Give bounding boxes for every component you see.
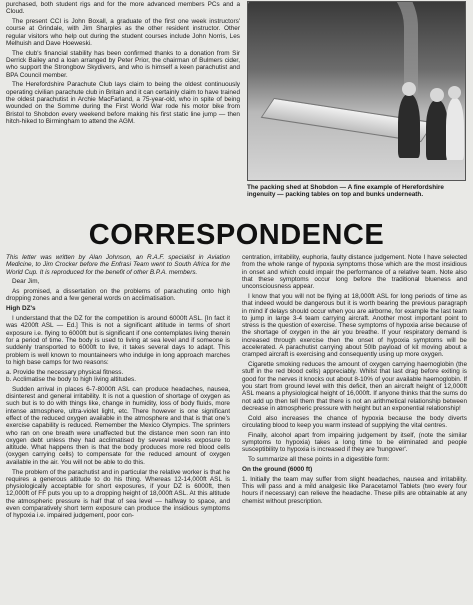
letter-left-column <box>6 254 230 522</box>
letter-paragraph: I understand that the DZ for the competition is around 6000ft ASL. [In fact it was 4200ft ASL — Ed.] This is not a significant altitude in terms of short exposure i.e. flying to 6000ft but is significant if one contemplates living therein for a period of time. The body is used to living at sea level and if someone is suddenly transported to 6000ft to live, it takes several days to adapt. This problem is well known to mountaineers who indulge in long approach marches to high base camps for two reasons: <box>6 315 230 366</box>
person-head <box>402 82 416 96</box>
letter-paragraph: To summarize all these points in a digestible form: <box>248 456 390 464</box>
subheading-high-dz: High DZ's <box>6 305 36 313</box>
article-paragraph: The club's financial stability has been confirmed thanks to a donation from Sir Derrick Bailey and a loan arranged by Peter Prior, the chairman of Bulmers cider, who support the Strongbow Skydivers, and who is himself a keen parachutist and BPA Council member. <box>6 49 240 79</box>
list-item: a. Provide the necessary physical fitness. <box>6 368 124 376</box>
salutation: Dear Jim, <box>12 278 40 286</box>
list-item: b. Acclimatise the body to high living altitudes. <box>6 375 137 383</box>
subheading-on-the-ground: On the ground (6000 ft) <box>242 466 313 474</box>
editor-intro: This letter was written by Alan Johnson, an R.A.F. specialist in Aviation Medicine, to Jim Crocker before the Enfrasi Team went to South Africa for the World Cup. It is reproduced for the benefit of other B.P.A. members. <box>6 254 230 276</box>
article-paragraph: The Herefordshire Parachute Club lays claim to being the oldest continuously operating civilian parachute club in Britain and it can certainly claim to have trained the oldest parachutist in Archie MacFarland, a 75-year-old, who in spite of being wounded on the Somme during the First World War rode his motor bike from Bristol to Shobdon every weekend before making his first static line jump — then hitch-hiked to Birmingham to attend the AGM. <box>6 81 240 125</box>
packing-shed-figure <box>247 1 466 217</box>
person-head <box>448 86 461 99</box>
packing-shed-photo <box>247 1 466 181</box>
hangar-roof-shape <box>247 1 418 102</box>
article-paragraph: purchased, both student rigs and for the more advanced members PCs and a Cloud. <box>6 1 240 16</box>
person-silhouette <box>398 94 420 158</box>
letter-paragraph: Sudden arrival in places 6-7-8000ft ASL can produce headaches, nausea, disinterest and general irritability. It is not a question of shortage of oxygen as such but is to do with things like, change in humidity, loss of body fluids, more intense atmosphere, ultra-violet light, etc. There however is one significant effect of the reduced oxygen available in the atmosphere and that is that one's exercise capability is reduced. Remember the Mexico Olympics. The sprinters who ran on one breath were unaffected but the distance men soon ran into oxygen debt unless they had acclimatised by several weeks exposure to altitude. What happens then is that the body produces more red blood cells (oxygen carrying cells) to compensate for the reduced amount of oxygen available in the air. You will not be able to do this. <box>6 385 230 466</box>
person-silhouette <box>426 100 448 160</box>
letter-paragraph: 1. Initially the team may suffer from slight headaches, nausea and irritability. This will pass and a mild analgesic like Paracetamol Tablets (two every four hours if necessary) can relieve the headache. These pills are obtainable at any chemist without prescription. <box>242 475 467 505</box>
letter-paragraph: Cold also increases the chance of hypoxia because the body diverts circulating blood to keep you warm instead of supplying the vital centres. <box>242 414 467 430</box>
letter-paragraph: Finally, alcohol apart from impairing judgement by itself, (note the similar symptoms to hypoxia) takes a long time to be eliminated and people susceptibility to hypoxia is increased if they are 'hungover'. <box>242 431 467 454</box>
letter-paragraph: As promised, a dissertation on the problems of parachuting onto high dropping zones and a few general words on acclimatisation. <box>6 288 230 303</box>
club-article-column <box>6 1 240 128</box>
letter-paragraph: centration, irritability, euphoria, faulty distance judgement. Note I have selected from the whole range of hypoxia symptoms those which are the most insidious in onset and which could impair the performance of a relative team. Note also that these symptoms occur long before the traditional blueness and unconsciousness appear. <box>242 254 467 291</box>
letter-paragraph: The problem of the parachutist and in particular the relative worker is that he requires a generous altitude to do his thing. Whereas 12-14,000ft ASL is physiologically acceptable for short exposures, if your DZ is 6000ft, then 12,000ft of FF puts you up to a dropping height of 18,000ft ASL. At this altitude the atmospheric pressure is half that of sea level — halfway to space, and even comparatively short term exposure can produce the insidious symptoms of hypoxia i.e. impaired judgement, poor con- <box>6 468 230 520</box>
article-paragraph: The present CCI is John Boxall, a graduate of the first one week instructors' course at Grindale, with Jim Sharples as the other resident instructor. Other regular visitors who help out during the student courses include John Norris, Les Melhuish and Dave Hoeweski. <box>6 18 240 47</box>
person-head <box>430 88 444 102</box>
person-silhouette <box>446 98 464 160</box>
top-section <box>6 1 466 217</box>
photo-caption: The packing shed at Shobdon — A fine example of Herefordshire ingenuity — packing tables on top and bunks underneath. <box>247 184 444 199</box>
letter-paragraph: Cigarette smoking reduces the amount of oxygen carrying haemoglobin (the stuff in the red blood cells) appreciably. Whilst that last drag before exiting is good for the nerves it knocks out about 8-10% of your available haemoglobin. If you start from ground level with this deficit, then an aircraft height of 12,000ft ASL means a physiological height of 16,000ft. If anyone thinks that the sums do not add up then tell them that there is not an arithmetical relationship between decrease in atmospheric pressure with height but an exponential relationship! <box>242 361 467 412</box>
letter-paragraph: I know that you will not be flying at 18,000ft ASL for long periods of time as that indeed would be dangerous but it is worth bearing the previous paragraph in mind if delays should occur when you are airborne, for example the last team to jump in large 3-4 team carrying aircraft. Another most important point to stress is the question of exercise. These symptoms of hypoxia arise because of the shortage of oxygen in the air you breathe. If your respiratory demand is increased through exercise then the onset of hypoxia symptoms will be accelerated. A parachutist carrying about 50lb payload of kit moving about a cramped aircraft is exercising and consequently using up more oxygen. <box>242 292 467 359</box>
letter-right-column <box>242 254 467 508</box>
section-heading: CORRESPONDENCE <box>88 219 385 251</box>
